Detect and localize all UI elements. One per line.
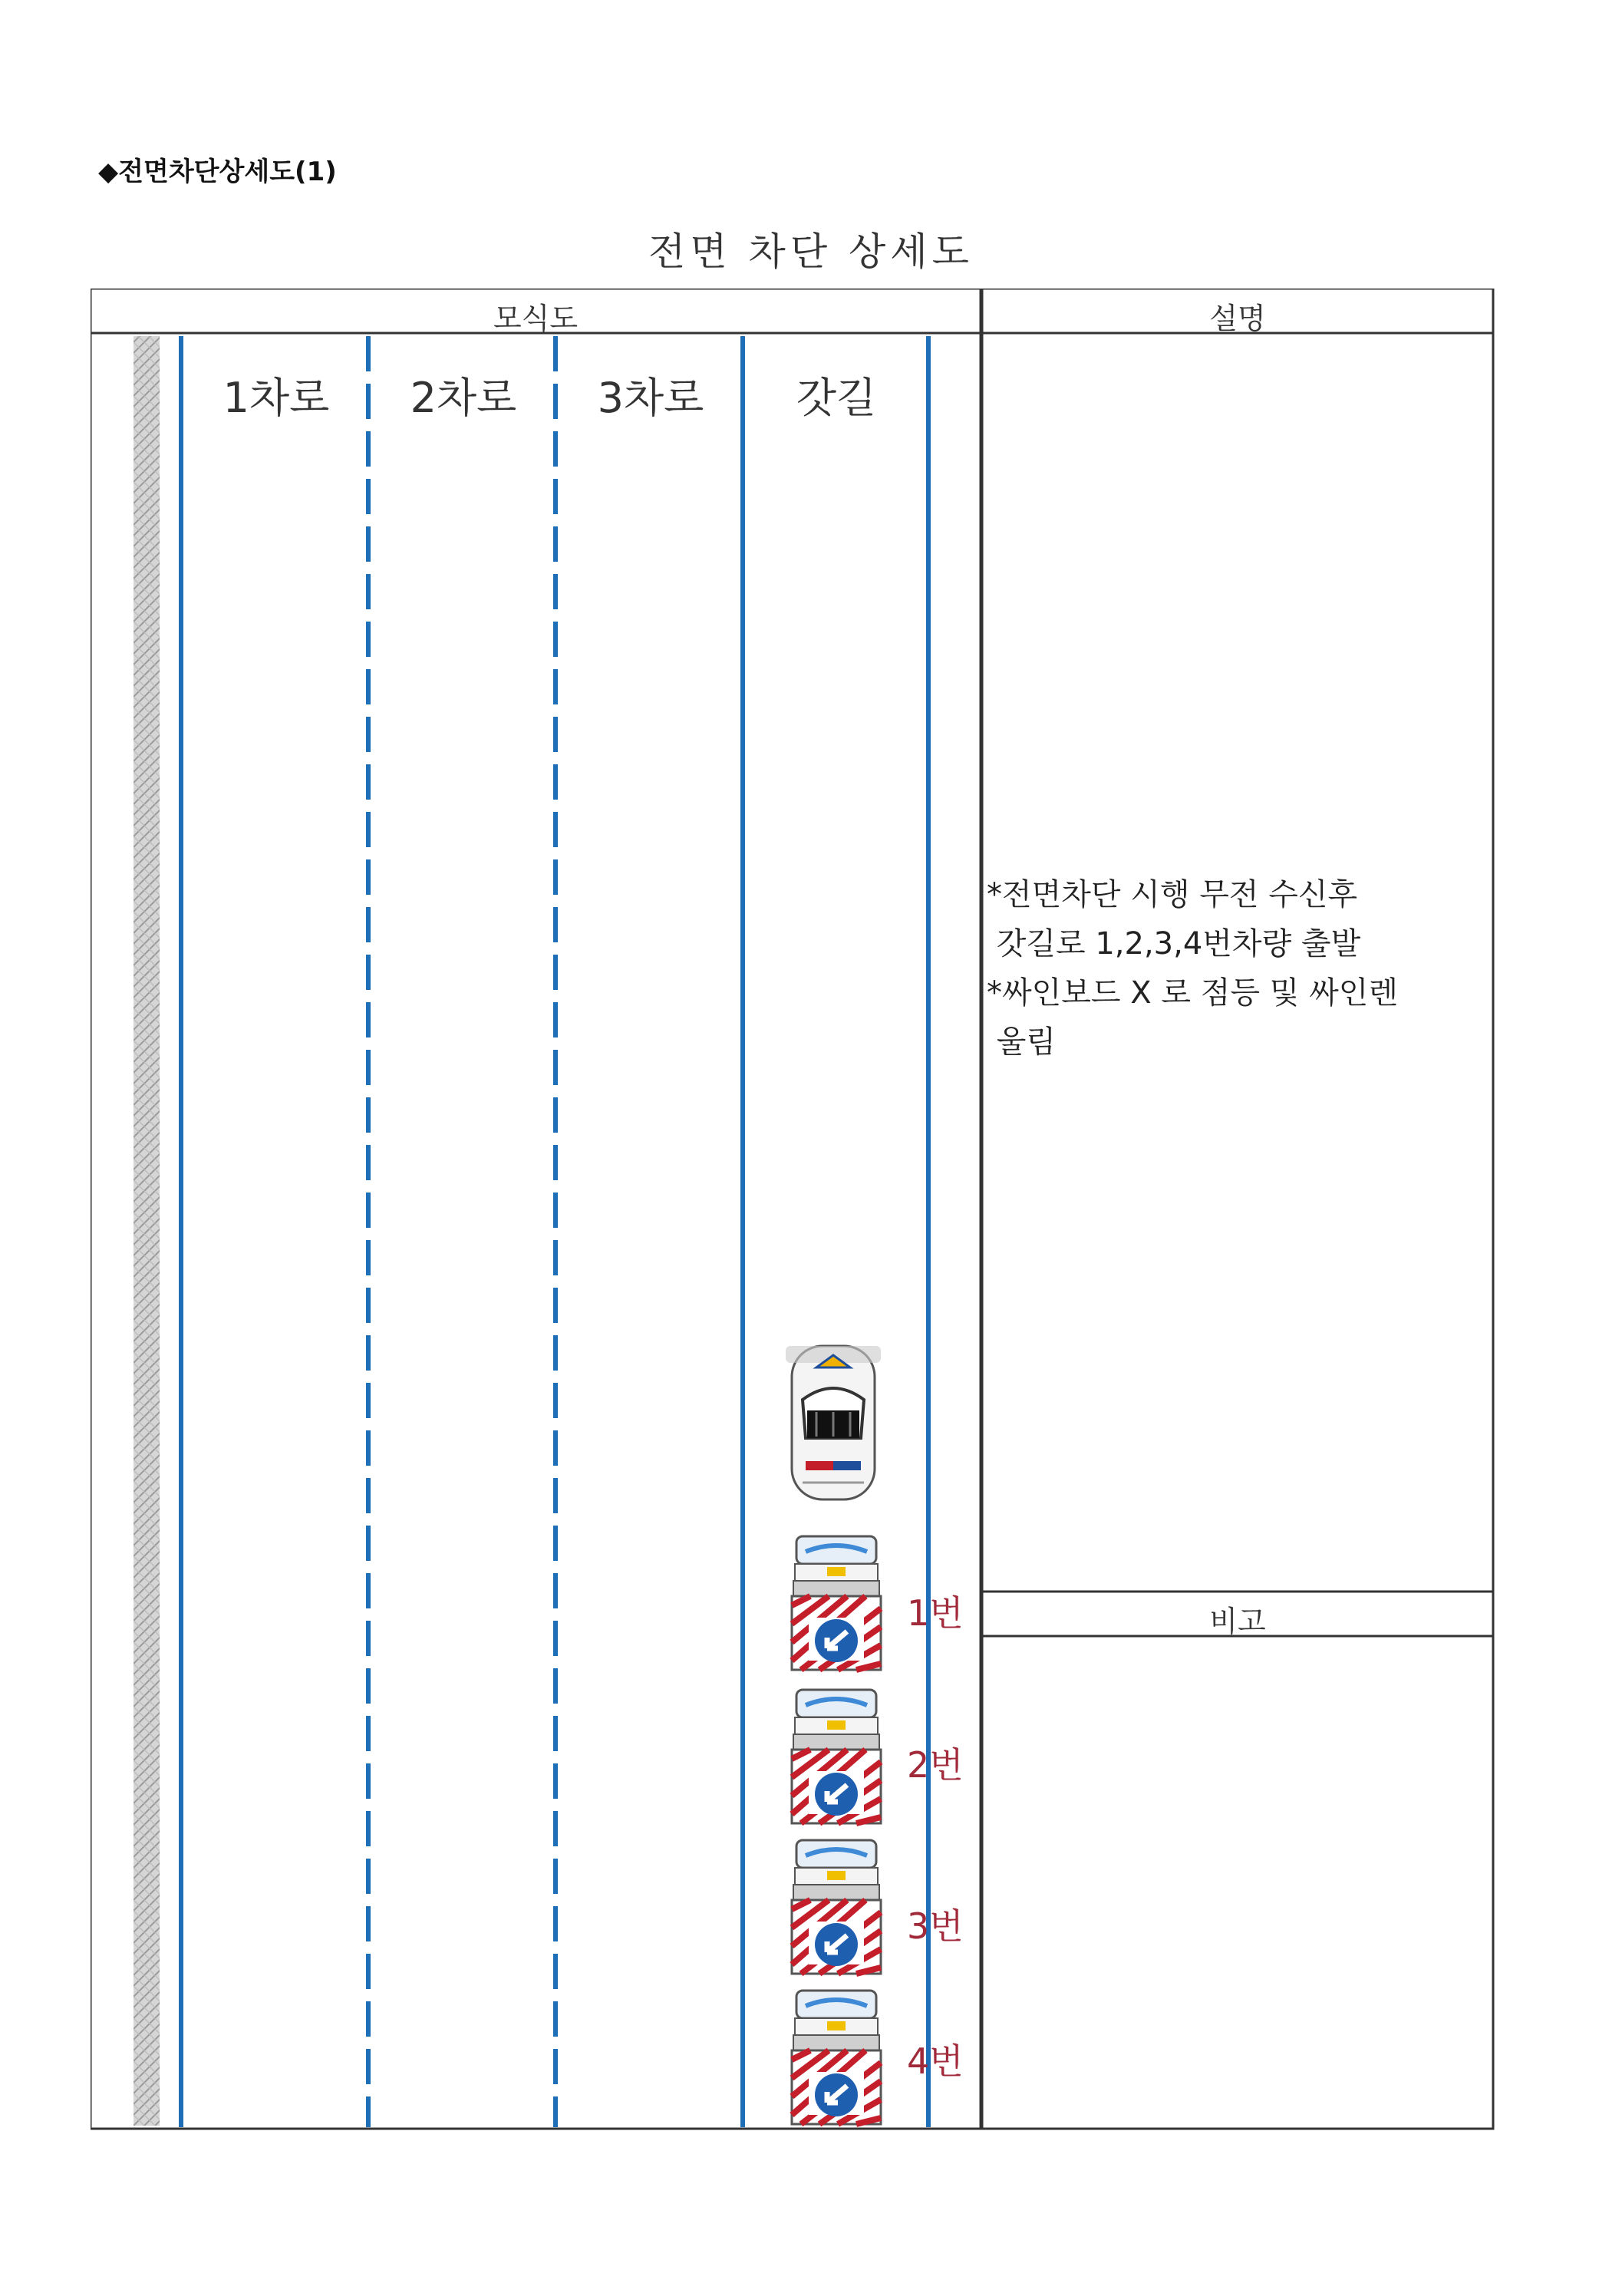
lane-label-2: 2차로 — [410, 374, 517, 422]
description-header: 설명 — [1209, 302, 1266, 335]
description-line-4: 울림 — [987, 1024, 1056, 1060]
description-line-1: *전면차단 시행 무전 수신후 — [987, 877, 1358, 912]
sign-truck-icon — [789, 1989, 884, 2127]
lane-label-1: 1차로 — [223, 374, 330, 422]
lane-label-shoulder: 갓길 — [796, 374, 877, 422]
diagram-header: 모식도 — [493, 302, 579, 335]
sign-truck-icon — [789, 1839, 884, 1977]
remarks-header: 비고 — [1209, 1605, 1266, 1638]
description-line-3: *싸인보드 X 로 점등 및 싸인렌 — [987, 975, 1399, 1011]
vehicle-label-4: 4번 — [907, 2040, 964, 2082]
patrol-car-icon — [786, 1346, 881, 1499]
median-barrier — [134, 336, 160, 2126]
vehicle-label-1: 1번 — [907, 1592, 964, 1634]
description-line-2: 갓길로 1,2,3,4번차량 출발 — [987, 926, 1361, 962]
document-title: 전면 차단 상세도 — [648, 229, 974, 274]
description-cell-border — [982, 289, 1493, 2129]
vehicle-label-3: 3번 — [907, 1905, 964, 1947]
section-heading: ◆전면차단상세도(1) — [98, 157, 337, 187]
sign-truck-icon — [789, 1688, 884, 1826]
lane-label-3: 3차로 — [597, 374, 704, 422]
sign-truck-icon — [789, 1535, 884, 1673]
vehicle-label-2: 2번 — [907, 1744, 964, 1786]
